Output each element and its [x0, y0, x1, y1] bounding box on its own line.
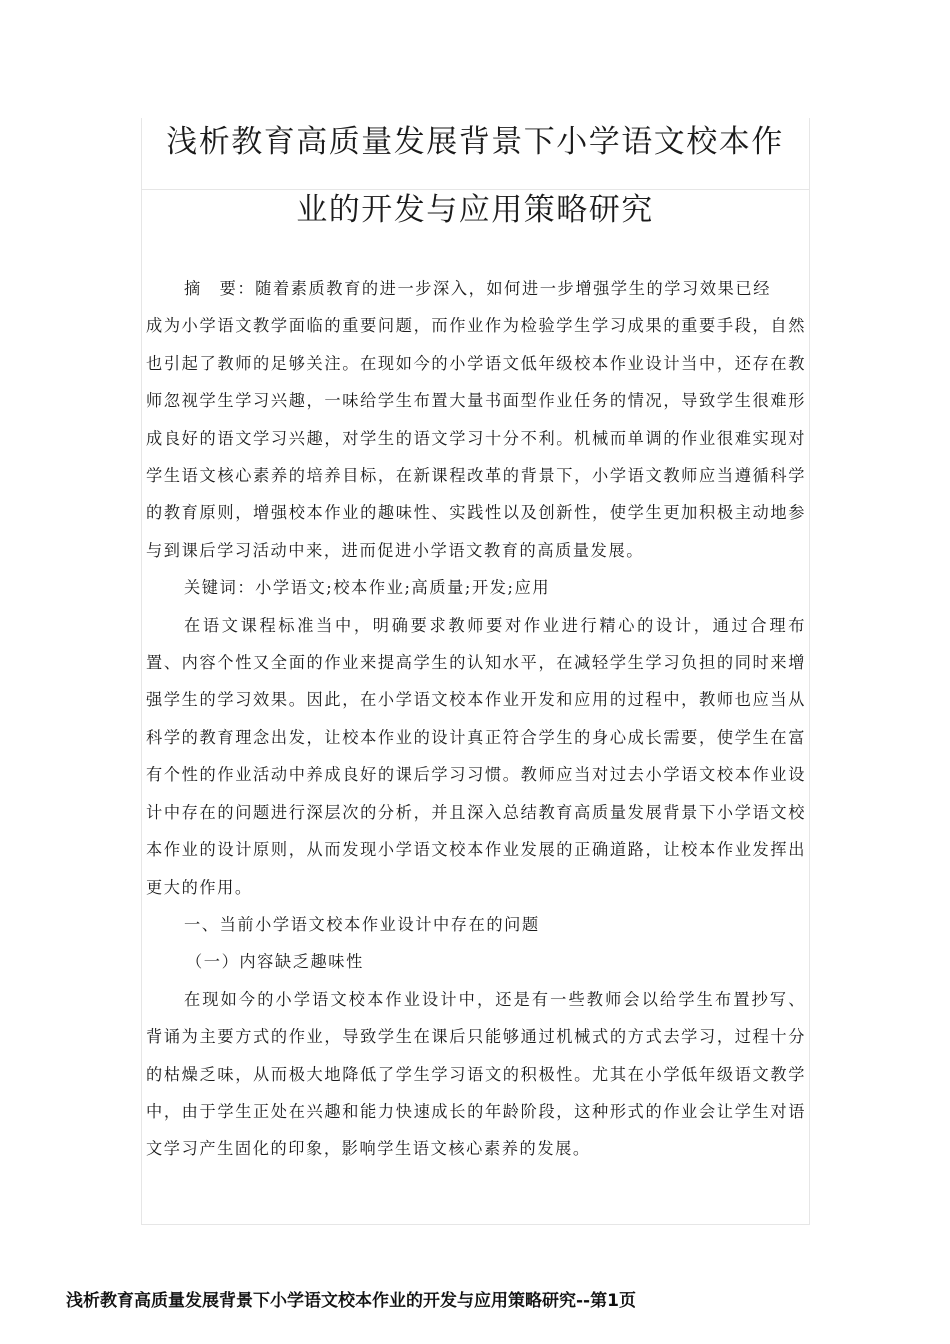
abstract-first-line — [146, 270, 806, 307]
title-line-1: 浅析教育高质量发展背景下小学语文校本作 — [166, 124, 784, 160]
subsection-paragraph-1: 在现如今的小学语文校本作业设计中，还是有一些教师会以给学生布置抄写、背诵为主要方式的作业，导致学生在课后只能够通过机械式的方式去学习，过程十分的枯燥乏味，从而极大地降低了学生学习语文的积极性。尤其在小学低年级语文教学中，由于学生正处在兴趣和能力快速成长的年龄阶段，这种形式的作业会让学生对语文学习产生固化的印象，影响学生语文核心素养的发展。 — [146, 989, 806, 1159]
document-title — [141, 108, 809, 244]
abstract-label: 摘 要： — [184, 279, 256, 298]
document-body — [146, 270, 806, 1168]
title-line-2: 业的开发与应用策略研究 — [296, 192, 654, 228]
section-heading-1: 一、当前小学语文校本作业设计中存在的问题 — [184, 914, 540, 934]
abstract-first-text: 随着素质教育的进一步深入，如何进一步增强学生的学习效果已经 — [255, 279, 771, 298]
intro-paragraph: 在语文课程标准当中，明确要求教师要对作业进行精心的设计，通过合理布置、内容个性又全面的作业来提高学生的认知水平，在减轻学生学习负担的同时来增强学生的学习效果。因此，在小学语文校本作业开发和应用的过程中，教师也应当从科学的教育理念出发，让校本作业的设计真正符合学生的身心成长需要，使学生在富有个性的作业活动中养成良好的课后学习习惯。教师应当对过去小学语文校本作业设计中存在的问题进行深层次的分析，并且深入总结教育高质量发展背景下小学语文校本作业的设计原则，从而发现小学语文校本作业发展的正确道路，让校本作业发挥出更大的作用。 — [146, 615, 806, 897]
subsection-heading-1: （一）内容缺乏趣味性 — [186, 952, 364, 972]
abstract-paragraph: 成为小学语文教学面临的重要问题，而作业作为检验学生学习成果的重要手段，自然也引起了教师的足够关注。在现如今的小学语文低年级校本作业设计当中，还存在教师忽视学生学习兴趣，一味给学生布置大量书面型作业任务的情况，导致学生很难形成良好的语文学习兴趣，对学生的语文学习十分不利。机械而单调的作业很难实现对学生语文核心素养的培养目标，在新课程改革的背景下，小学语文教师应当遵循科学的教育原则，增强校本作业的趣味性、实践性以及创新性，使学生更加积极主动地参与到课后学习活动中来，进而促进小学语文教育的高质量发展。 — [146, 316, 806, 560]
keywords-line: 关键词：小学语文;校本作业;高质量;开发;应用 — [184, 578, 551, 598]
page-footer: 浅析教育高质量发展背景下小学语文校本作业的开发与应用策略研究--第1页 — [66, 1291, 636, 1311]
